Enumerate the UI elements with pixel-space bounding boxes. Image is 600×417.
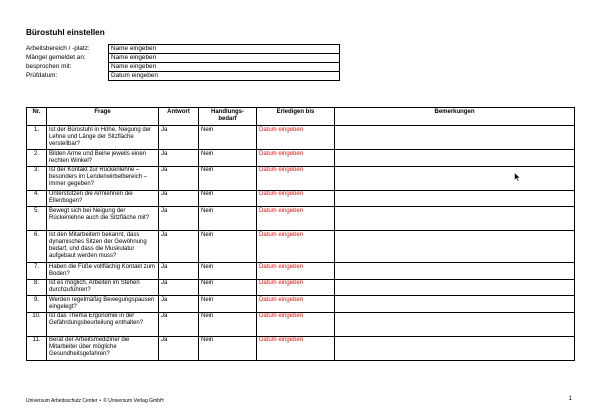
meta-info-table <box>26 44 340 81</box>
table-row <box>27 190 575 207</box>
answer-dropdown[interactable]: Ja <box>159 336 199 360</box>
question-text: Berät der Arbeitsmediziner die Mitarbeiter über mögliche Gesundheitsgefahren? <box>47 336 159 360</box>
action-needed-dropdown[interactable]: Nein <box>199 336 257 360</box>
answer-dropdown[interactable]: Ja <box>159 190 199 207</box>
footer-publisher: Universum Arbeitsschutz Center <box>26 398 98 404</box>
question-text: Bewegt sich bei Neigung der Rückenlehne auch die Sitzfläche mit? <box>47 207 159 231</box>
remarks-field[interactable] <box>335 312 575 336</box>
table-row <box>27 166 575 190</box>
row-number: 9. <box>27 296 47 313</box>
bullet-separator-icon: • <box>99 398 102 404</box>
due-date-field[interactable]: Datum eingeben <box>257 207 335 231</box>
remarks-field[interactable] <box>335 190 575 207</box>
action-needed-dropdown[interactable]: Nein <box>199 150 257 167</box>
remarks-field[interactable] <box>335 279 575 296</box>
meta-row-besprochen <box>26 63 340 72</box>
question-text: Ist der Kontakt zur Rückenlehne – besonders im Lendenwirbelbereich – immer gegeben? <box>47 166 159 190</box>
answer-dropdown[interactable]: Ja <box>159 126 199 150</box>
meta-row-maengel <box>26 54 340 63</box>
due-date-field[interactable]: Datum eingeben <box>257 279 335 296</box>
answer-dropdown[interactable]: Ja <box>159 312 199 336</box>
table-row <box>27 126 575 150</box>
action-needed-dropdown[interactable]: Nein <box>199 312 257 336</box>
table-row <box>27 207 575 231</box>
row-number: 8. <box>27 279 47 296</box>
meta-label: Mängel gemeldet an: <box>26 54 86 61</box>
question-text: Ist den Mitarbeitern bekannt, dass dynamisches Sitzen der Gewöhnung bedarf, und dass die Muskulatur aufgebaut werden muss? <box>47 231 159 263</box>
action-needed-dropdown[interactable]: Nein <box>199 207 257 231</box>
table-row <box>27 231 575 263</box>
due-date-field[interactable]: Datum eingeben <box>257 126 335 150</box>
row-number: 6. <box>27 231 47 263</box>
answer-dropdown[interactable]: Ja <box>159 207 199 231</box>
remarks-field[interactable] <box>335 150 575 167</box>
question-text: Ist der Bürostuhl in Höhe, Neigung der Lehne und Länge der Sitzfläche verstellbar? <box>47 126 159 150</box>
header-antwort: Antwort <box>159 108 199 126</box>
row-number: 4. <box>27 190 47 207</box>
header-nr: Nr. <box>27 108 47 126</box>
meta-row-arbeitsbereich <box>26 45 340 54</box>
remarks-field[interactable] <box>335 126 575 150</box>
meta-label: Arbeitsbereich / -platz: <box>26 45 90 52</box>
question-text: Ist das Thema Ergonomie in der Gefährdungsbeurteilung enthalten? <box>47 312 159 336</box>
action-needed-dropdown[interactable]: Nein <box>199 296 257 313</box>
due-date-field[interactable]: Datum eingeben <box>257 312 335 336</box>
remarks-field[interactable] <box>335 263 575 280</box>
action-needed-dropdown[interactable]: Nein <box>199 126 257 150</box>
maengel-gemeldet-field[interactable]: Name eingeben <box>109 54 340 63</box>
action-needed-dropdown[interactable]: Nein <box>199 279 257 296</box>
question-text: Ist es möglich, Arbeiten im Stehen durchzuführen? <box>47 279 159 296</box>
remarks-field[interactable] <box>335 231 575 263</box>
meta-label: besprochen mit: <box>26 63 72 70</box>
due-date-field[interactable]: Datum eingeben <box>257 190 335 207</box>
mouse-pointer-icon <box>514 172 521 182</box>
action-needed-dropdown[interactable]: Nein <box>199 231 257 263</box>
table-row <box>27 150 575 167</box>
row-number: 1. <box>27 126 47 150</box>
header-frage: Frage <box>47 108 159 126</box>
due-date-field[interactable]: Datum eingeben <box>257 336 335 360</box>
table-row <box>27 296 575 313</box>
arbeitsbereich-field[interactable]: Name eingeben <box>109 45 340 54</box>
answer-dropdown[interactable]: Ja <box>159 263 199 280</box>
remarks-field[interactable] <box>335 296 575 313</box>
table-row <box>27 336 575 360</box>
question-text: Bilden Arme und Beine jeweils einen rechten Winkel? <box>47 150 159 167</box>
action-needed-dropdown[interactable]: Nein <box>199 263 257 280</box>
header-handlungsbedarf: Handlungs- bedarf <box>199 108 257 126</box>
remarks-field[interactable] <box>335 336 575 360</box>
meta-row-pruefdatum <box>26 72 340 81</box>
action-needed-dropdown[interactable]: Nein <box>199 190 257 207</box>
remarks-field[interactable] <box>335 207 575 231</box>
row-number: 7. <box>27 263 47 280</box>
answer-dropdown[interactable]: Ja <box>159 296 199 313</box>
page-footer <box>26 398 164 404</box>
table-row <box>27 279 575 296</box>
checklist-table <box>26 107 575 361</box>
action-needed-dropdown[interactable]: Nein <box>199 166 257 190</box>
due-date-field[interactable]: Datum eingeben <box>257 231 335 263</box>
row-number: 10. <box>27 312 47 336</box>
footer-copyright: © Universum Verlag GmbH <box>103 398 164 404</box>
question-text: Haben die Füße vollflächig Kontakt zum Boden? <box>47 263 159 280</box>
answer-dropdown[interactable]: Ja <box>159 231 199 263</box>
due-date-field[interactable]: Datum eingeben <box>257 296 335 313</box>
table-row <box>27 263 575 280</box>
page-title: Bürostuhl einstellen <box>26 28 105 37</box>
answer-dropdown[interactable]: Ja <box>159 150 199 167</box>
due-date-field[interactable]: Datum eingeben <box>257 150 335 167</box>
besprochen-mit-field[interactable]: Name eingeben <box>109 63 340 72</box>
answer-dropdown[interactable]: Ja <box>159 279 199 296</box>
question-text: Unterstützen die Armlehnen die Ellenbogen? <box>47 190 159 207</box>
pruefdatum-field[interactable]: Datum eingeben <box>109 72 340 81</box>
meta-label: Prüfdatum: <box>26 72 58 79</box>
question-text: Werden regelmäßig Bewegungspausen eingelegt? <box>47 296 159 313</box>
row-number: 3. <box>27 166 47 190</box>
table-header-row <box>27 108 575 126</box>
header-erledigen-bis: Erledigen bis <box>257 108 335 126</box>
header-bemerkungen: Bemerkungen <box>335 108 575 126</box>
remarks-field[interactable] <box>335 166 575 190</box>
due-date-field[interactable]: Datum eingeben <box>257 263 335 280</box>
page-number: 1 <box>568 396 572 402</box>
row-number: 11. <box>27 336 47 360</box>
table-row <box>27 312 575 336</box>
due-date-field[interactable]: Datum eingeben <box>257 166 335 190</box>
row-number: 5. <box>27 207 47 231</box>
row-number: 2. <box>27 150 47 167</box>
answer-dropdown[interactable]: Ja <box>159 166 199 190</box>
